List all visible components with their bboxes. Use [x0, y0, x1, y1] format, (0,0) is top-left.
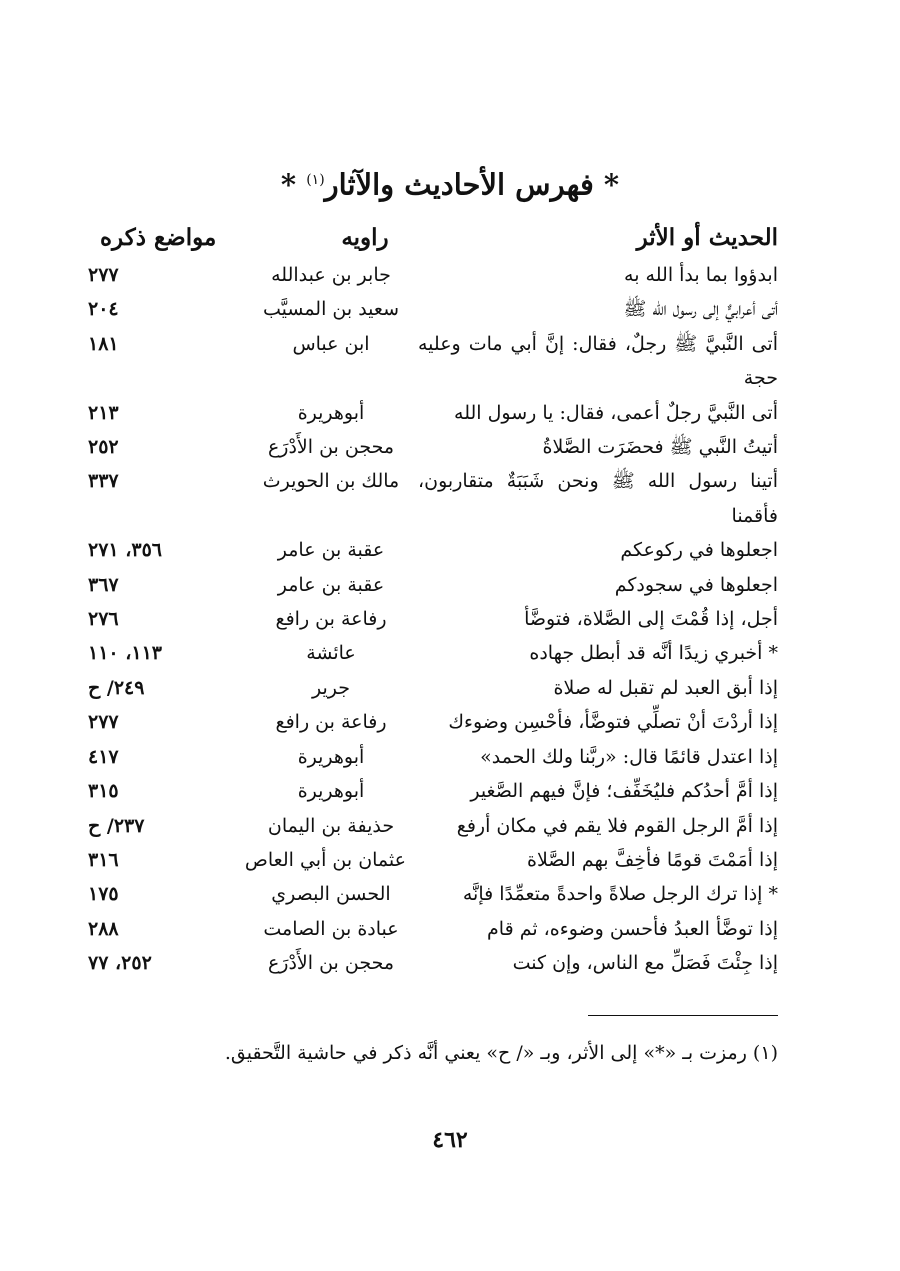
hadith-text: إذا توضَّأ العبدُ فأحسن وضوءه، ثم قام: [487, 917, 778, 940]
page-references: ٣٥٦، ٢٧١: [88, 539, 162, 562]
index-row: [88, 327, 778, 396]
hadith-text: إذا أمَّ الرجل القوم فلا يقم في مكان أرفع: [456, 814, 778, 837]
narrator-name: مالك بن الحويرث: [262, 470, 400, 493]
index-row: [88, 877, 778, 911]
narrator-name: الحسن البصري: [271, 883, 391, 906]
footnote-divider: [588, 1015, 778, 1016]
index-row: [88, 946, 778, 980]
narrator-name: أبوهريرة: [297, 780, 365, 803]
narrator-name: عثمان بن أبي العاص: [244, 848, 406, 871]
hadith-text: إذا أمَّ أحدُكم فليُخَفِّف؛ فإنَّ فيهم الصَّغير: [470, 780, 778, 803]
index-row: [88, 843, 778, 877]
page-references: ٣١٥: [88, 780, 119, 803]
page-references: ٤١٧: [88, 745, 119, 768]
index-row: [88, 258, 778, 292]
hadith-text: إذا جِئْتَ فَصَلِّ مع الناس، وإن كنت: [512, 952, 778, 975]
index-row: [88, 292, 778, 326]
hadith-text: أتى النَّبيَّ رجلٌ أعمى، فقال: يا رسول الله: [454, 401, 778, 424]
page-references: ٢٣٧/ ح: [88, 814, 145, 837]
index-row: [88, 912, 778, 946]
column-header-locations: مواضع ذكره: [100, 224, 217, 251]
hadith-text: ابدؤوا بما بدأ الله به: [624, 264, 778, 286]
narrator-name: عائشة: [306, 642, 356, 665]
index-table: [88, 258, 778, 981]
page-number: ٤٦٢: [432, 1127, 468, 1153]
page-references: ٣٦٧: [88, 573, 119, 596]
hadith-text: اجعلوها في ركوعكم: [620, 539, 778, 562]
hadith-text: أتينا رسول الله ﷺ ونحن شَبَبَةٌ متقاربون، فأقمنا: [418, 470, 778, 527]
footnote-reference: (١): [306, 172, 325, 188]
hadith-text: إذا اعتدل قائمًا قال: «ربَّنا ولك الحمد»: [480, 745, 778, 768]
page-title: [0, 150, 900, 215]
hadith-text: أتى النَّبيَّ ﷺ رجلٌ، فقال: إنَّ أبي مات وعليه حجة: [418, 332, 778, 390]
page-references: ٢٧٧: [88, 711, 119, 734]
narrator-name: جرير: [312, 676, 350, 699]
index-row: [88, 568, 778, 602]
column-header-narrator: راويه: [341, 224, 389, 251]
index-row: [88, 774, 778, 808]
footnote: (١) رمزت بـ «*» إلى الأثر، وبـ «/ ح» يعني أنَّه ذكر في حاشية التَّحقيق.: [224, 1042, 778, 1064]
page-title-text: * فهرس الأحاديث والآثار: [324, 167, 620, 202]
hadith-text: إذا أردْتَ أنْ تصلِّي فتوضَّأ، فأحْسِن وضوءك: [448, 711, 778, 734]
page-references: ٢٨٨: [88, 917, 119, 940]
hadith-text: أتيتُ النَّبي ﷺ فحضَرَت الصَّلاةُ: [542, 436, 778, 459]
page-references: ٢٥٢، ٧٧: [88, 952, 152, 975]
narrator-name: عبادة بن الصامت: [263, 917, 399, 940]
page-references: ٢٠٤: [88, 298, 119, 321]
index-row: [88, 809, 778, 843]
index-row: [88, 671, 778, 705]
page-title-end-star: *: [280, 167, 307, 202]
page-references: ١١٣، ١١٠: [88, 642, 162, 665]
index-row: [88, 533, 778, 567]
narrator-name: ابن عباس: [292, 332, 370, 355]
page-references: ٣١٦: [88, 848, 119, 871]
page-references: ٢٧٦: [88, 608, 119, 631]
page-references: ٢٧٧: [88, 264, 119, 286]
index-row: [88, 430, 778, 464]
index-row: [88, 464, 778, 533]
narrator-name: أبوهريرة: [297, 401, 365, 424]
narrator-name: محجن بن الأَدْرَع: [267, 952, 395, 975]
column-header-hadith: الحديث أو الأثر: [636, 224, 778, 251]
hadith-text: اجعلوها في سجودكم: [614, 573, 778, 596]
narrator-name: سعيد بن المسيَّب: [262, 298, 399, 321]
page-references: ١٨١: [88, 332, 119, 355]
index-row: [88, 636, 778, 670]
hadith-text: * أخبري زيدًا أنَّه قد أبطل جهاده: [529, 642, 778, 665]
hadith-text: أتى أعرابيٌّ إلى رسول الله ﷺ: [623, 298, 778, 321]
index-row: [88, 396, 778, 430]
narrator-name: حذيفة بن اليمان: [267, 814, 395, 837]
narrator-name: عقبة بن عامر: [277, 539, 385, 562]
narrator-name: محجن بن الأَدْرَع: [267, 436, 395, 459]
index-row: [88, 740, 778, 774]
hadith-text: إذا أمَمْتَ قومًا فأخِفَّ بهم الصَّلاة: [527, 848, 778, 871]
narrator-name: أبوهريرة: [297, 745, 365, 768]
narrator-name: عقبة بن عامر: [277, 573, 385, 596]
page-references: ٢٤٩/ ح: [88, 676, 145, 699]
page-references: ٢١٣: [88, 401, 119, 424]
narrator-name: رفاعة بن رافع: [275, 711, 387, 734]
narrator-name: جابر بن عبدالله: [271, 264, 391, 286]
hadith-text: * إذا ترك الرجل صلاةً واحدةً متعمِّدًا فإنَّه: [462, 883, 778, 906]
page-references: ٢٥٢: [88, 436, 119, 459]
hadith-text: إذا أبق العبد لم تقبل له صلاة: [553, 676, 778, 699]
index-row: [88, 705, 778, 739]
index-row: [88, 602, 778, 636]
page-references: ٣٣٧: [88, 470, 119, 493]
page-references: ١٧٥: [88, 883, 119, 906]
narrator-name: رفاعة بن رافع: [275, 608, 387, 631]
hadith-text: أجل، إذا قُمْتَ إلى الصَّلاة، فتوضَّأ: [524, 608, 778, 631]
